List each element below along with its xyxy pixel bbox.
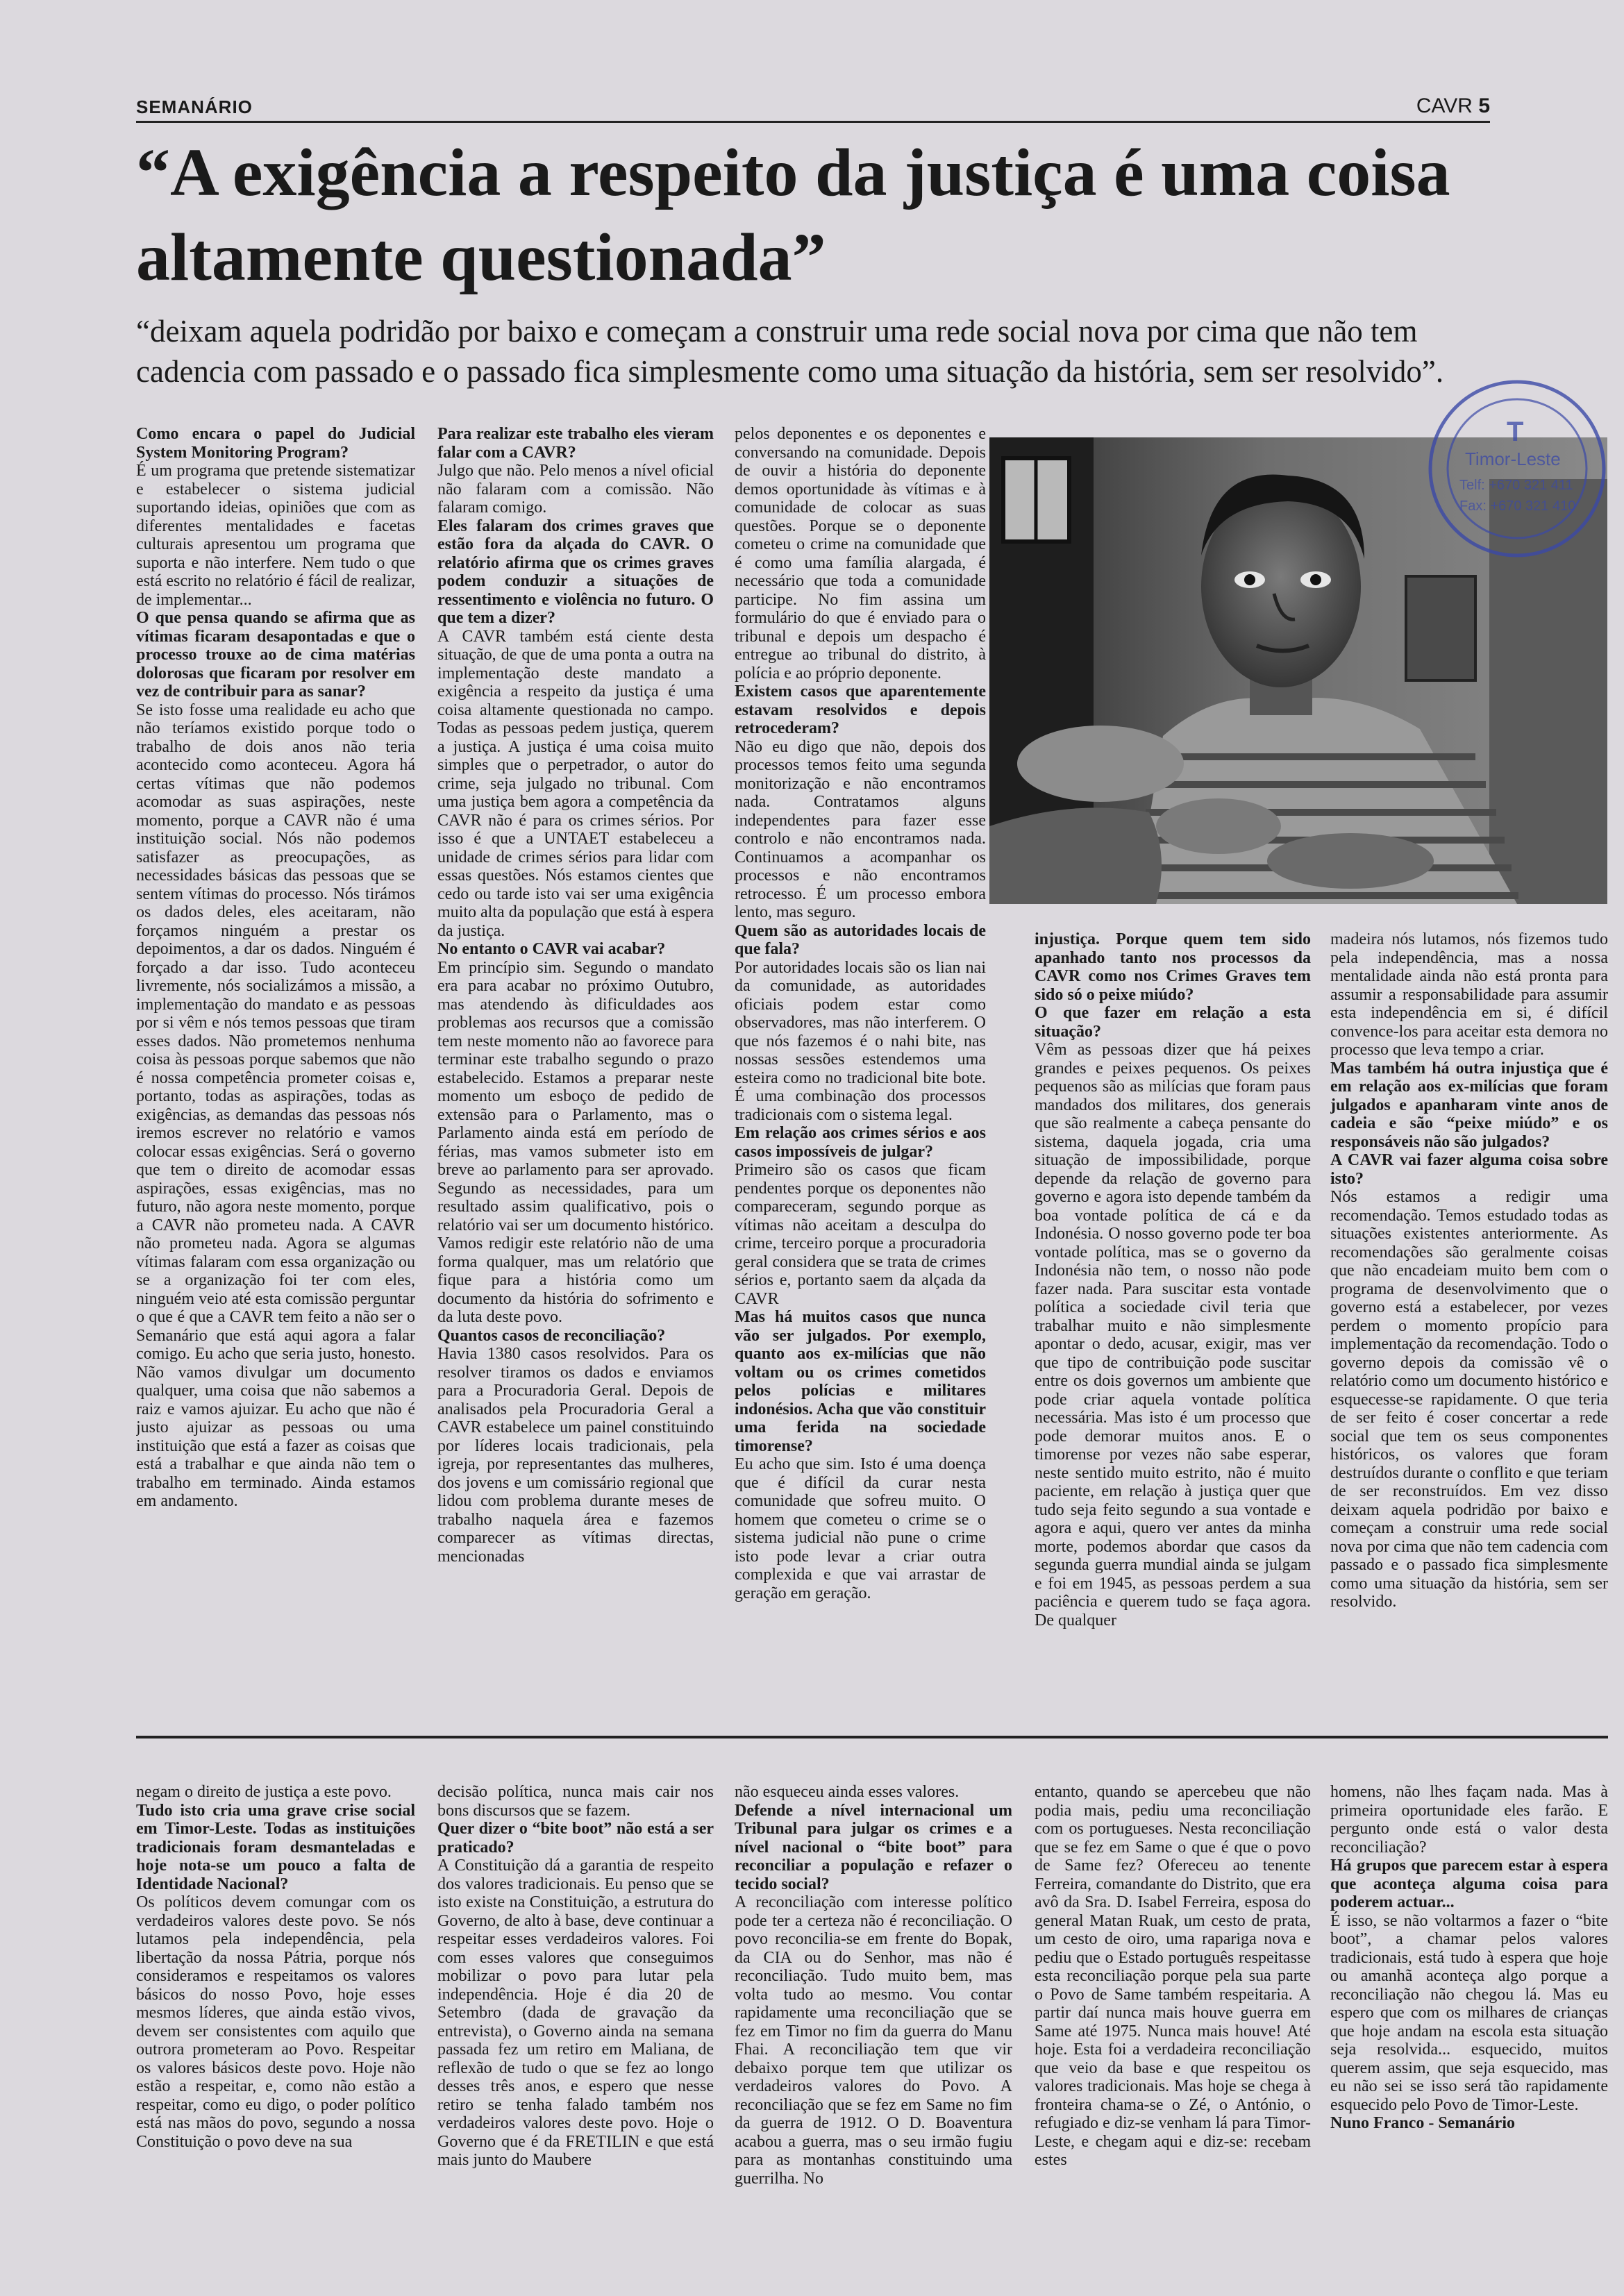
column-2 [437, 425, 714, 1716]
interview-question: Quem são as autoridades locais de que fala? [735, 921, 986, 958]
interview-question: Para realizar este trabalho eles vieram falar com a CAVR? [437, 425, 714, 462]
page-number: 5 [1478, 94, 1490, 117]
interview-answer: É isso, se não voltarmos a fazer o “bite boot”, a chamar pelos valores tradicionais, está tudo à espera que hoje ou amanhã aconteça algo porque a reconciliação não chegou lá. Mas eu espero que com os milhares de crianças que hoje andam na escola esta situação seja resolvida... esquecido, muitos querem assim, que seja esquecido, mas eu não sei se isso será tão rapidamente esquecido pelo Povo de Timor-Leste. [1330, 1911, 1608, 2114]
stamp-image [1423, 375, 1611, 562]
interview-question: Eles falaram dos crimes graves que estão fora da alçada do CAVR. O relatório afirma que os crimes graves podem conduzir a situações de ressentimento e violência no futuro. O que tem a dizer? [437, 517, 714, 627]
section-divider [136, 1736, 1608, 1738]
interview-answer: A CAVR também está ciente desta situação, de que de uma ponta a outra na implementação deste mandato a exigência a respeito da justiça é uma coisa altamente questionada no campo. Todas as pessoas pedem justiça, querem a justiça. A justiça é uma coisa muito simples que o perpetrador, o autor do crime, seja julgado no tribunal. Com uma justiça bem agora a competência da CAVR não é para os crimes sérios. Por isso é que a UNTAET estabeleceu a unidade de crimes sérios para lidar com essas questões. Nós estamos cientes que cedo ou tarde isto vai ser uma exigência muito alta da população que está à espera da justiça. [437, 627, 714, 940]
interview-answer: Julgo que não. Pelo menos a nível oficial não falaram com a comissão. Não falaram comigo. [437, 462, 714, 517]
interview-question: Existem casos que aparentemente estavam resolvidos e depois retrocederam? [735, 682, 986, 737]
interview-question: Quantos casos de reconciliação? [437, 1326, 666, 1345]
svg-text:T: T [1507, 417, 1524, 447]
interview-answer: Em princípio sim. Segundo o mandato era para acabar no próximo Outubro, mas atendendo às dificuldades aos problemas aos recursos que a comissão tem neste momento não ao favorece para terminar este trabalho segundo o prazo estabelecido. Estamos a preparar neste momento um esboço de pedido de extensão para o Parlamento, mas o Parlamento ainda está em período de férias, mas vamos submeter isto em breve ao parlamento para ser aprovado. Segundo as necessidades, para um resultado assim qualificativo, pois o relatório vai ser um documento histórico. Vamos redigir este relatório não de uma forma qualquer, mas um relatório que fique para a história como um documento da história do sofrimento e da luta deste povo. [437, 958, 714, 1326]
interview-question: O que fazer em relação a esta situação? [1035, 1004, 1311, 1041]
interview-answer: pelos deponentes e os deponentes e conversando na comunidade. Depois de ouvir a história do deponente demos oportunidade às vítimas e à comunidade de colocar as suas questões. Porque se o deponente cometeu o crime na comunidade que é como uma família alargada, é necessário que toda a comunidade participe. No fim assina um formulário do que é enviado para o tribunal e depois um despacho é entregue ao tribunal do distrito, à polícia e ao próprio deponente. [735, 425, 986, 682]
interview-answer: negam o direito de justiça a este povo. [136, 1783, 392, 1801]
interview-question: Há grupos que parecem estar à espera que aconteça alguma coisa para poderem actuar... [1330, 1857, 1608, 1911]
interview-question: Mas também há outra injustiça que é em relação aos ex-milícias que foram julgados e apanharam vinte anos de cadeia e são “peixe miúdo” e os responsáveis não são julgados? [1330, 1059, 1608, 1151]
interview-answer: decisão política, nunca mais cair nos bons discursos que se fazem. [437, 1783, 714, 1820]
interview-question: A CAVR vai fazer alguma coisa sobre isto? [1330, 1151, 1608, 1188]
paper-name: SEMANÁRIO [136, 97, 253, 117]
headline: “A exigência a respeito da justiça é uma coisa altamente questionada” [136, 135, 1450, 295]
interview-answer: Os políticos devem comungar com os verdadeiros valores deste povo. Se nós lutamos pela independência, pela libertação da nossa Pátria, porque nós consideramos e respeitamos os valores básicos do nosso Povo, hoje esses mesmos líderes, que ainda estão vivos, devem ser consistentes com aquilo que outrora prometeram ao Povo. Respeitar os valores básicos deste povo. Hoje não estão a respeitar, e, como não estão a respeitar, como eu digo, o poder político está nas mãos do povo, segundo a nossa Constituição o povo deve na sua [136, 1893, 415, 2151]
interview-question: Em relação aos crimes sérios e aos casos impossíveis de julgar? [735, 1124, 986, 1161]
byline: Nuno Franco - Semanário [1330, 2114, 1515, 2132]
interview-answer: homens, não lhes façam nada. Mas à primeira oportunidade eles farão. E pergunto onde está o valor desta reconciliação? [1330, 1783, 1608, 1857]
interview-answer: Vêm as pessoas dizer que há peixes grandes e peixes pequenos. Os peixes pequenos são as milícias que foram paus mandados dos militares, dos generais que são realmente a cabeça pensante do sistema, daquela jogada, cria uma situação de impossibilidade, porque depende da relação de governo para governo e agora isto depende também da boa vontade política de cá e da Indonésia. O nosso governo pode ter boa vontade política, mas se o governo da Indonésia não tem, o nosso não pode fazer nada. Para suscitar esta vontade política a sociedade civil teria que trabalhar muito e não simplesmente apontar o dedo, acusar, exigir, mas ver que tipo de contribuição pode suscitar entre os dois governos um ambiente que pode criar aquela vontade política necessária. Mas isto é um processo que pode demorar muitos anos. E o timorense por vezes não sabe esperar, neste sentido muito estrito, não é muito paciente, em relação à justiça quer que tudo seja feito segundo a sua vontade e agora e aqui, quero ver antes da minha morte, podemos abordar que casos da segunda guerra mundial ainda se julgam e foi em 1945, as pessoas perdem a sua paciência e querem tudo se faça agora. De qualquer [1035, 1041, 1311, 1629]
interview-question: O que pensa quando se afirma que as vítimas ficaram desapontadas e que o processo trouxe ao de cima matérias dolorosas que ficaram por resolver em vez de contribuir para as sanar? [136, 609, 415, 701]
interview-answer: Primeiro são os casos que ficam pendentes porque os deponentes não compareceram, segundo porque as vítimas não aceitam a desculpa do crime, terceiro porque a procuradoria geral considera que se trata de crimes sérios e, portanto saem da alçada da CAVR [735, 1161, 986, 1308]
lower-column-4 [1035, 1783, 1311, 2206]
column-1 [136, 425, 415, 1716]
stamp-line-2: Telf: +670 321 411 [1459, 478, 1573, 493]
lower-column-5 [1330, 1783, 1608, 2206]
interview-answer: não esqueceu ainda esses valores. [735, 1783, 960, 1801]
interview-answer: Não eu digo que não, depois dos processos temos feito uma segunda monitorização e não encontramos nada. Contratamos alguns independentes para fazer esse controlo e não encontramos nada. Continuamos a acompanhar os processos e não encontramos retrocesso. É um processo embora lento, mas seguro. [735, 737, 986, 921]
stamp-line-3: Fax: +670 321 410 [1459, 498, 1576, 514]
interview-question: Defende a nível internacional um Tribunal para julgar os crimes e a nível nacional o “bite boot” para reconciliar a população e refazer o tecido social? [735, 1801, 1012, 1893]
masthead [136, 92, 1490, 123]
interview-answer: A Constituição dá a garantia de respeito dos valores tradicionais. Eu penso que se isto existe na Constituição, a estrutura do Governo, de alto à base, deve continuar a respeitar esses verdadeiros valores. Foi com esses valores que conseguimos mobilizar o povo para lutar pela independência. Hoje é dia 20 de Setembro (dada de gravação da entrevista), o Governo ainda na semana passada fez um retiro em Maliana, de reflexão de tudo o que se fez ao longo desses três anos, e espero que nesse retiro se tenha falado também nos verdadeiros valores deste povo. Hoje o Governo que é da FRETILIN e que está mais junto do Maubere [437, 1857, 714, 2169]
lower-column-1 [136, 1783, 415, 2206]
column-5 [1330, 930, 1608, 1718]
lower-column-3 [735, 1783, 1012, 2206]
interview-answer: É um programa que pretende sistematizar e estabelecer o sistema judicial suportando ideias, opiniões que com as diferentes mentalidades e facetas culturais apresentou um programa que suporta e não interfere. Nem tudo o que está escrito no relatório é fácil de realizar, de implementar... [136, 462, 415, 609]
interview-answer: Eu acho que sim. Isto é uma doença que é difícil da curar nesta comunidade que sofreu muito. O homem que cometeu o crime se o sistema judicial não pune o crime isto pode levar a criar outra complexida e que vai arrastar de geração em geração. [735, 1455, 986, 1602]
interview-answer: Se isto fosse uma realidade eu acho que não teríamos existido porque todo o trabalho de dois anos não teria acontecido como aconteceu. Agora há certas vítimas que não podemos acomodar as suas aspirações, neste momento, porque a CAVR não é uma instituição social. Nós não podemos satisfazer as preocupações, as necessidades básicas das pessoas que se sentem vítimas do processo. Nós tirámos os dados deles, eles aceitaram, não forçamos ninguém a prestar os depoimentos, a dar os dados. Ninguém é forçado a dar isso. Tudo aconteceu livremente, nós socializámos a missão, a implementação do mandato e as pessoas por si vêm e nós temos pessoas que tiram esses dados. Não prometemos nenhuma coisa às pessoas porque sabemos que não é nossa competência prometer coisas e, portanto, todas as aspirações, todas as exigências, as demandas das pessoas nós iremos escrever no relatório e vamos colocar essas exigências. Será o governo que tem o direito de acomodar essas aspirações, essas exigências, mas no futuro, não agora neste momento, porque a CAVR não prometeu nada. A CAVR não prometeu nada. Agora se algumas vítimas falaram com essa organização ou se a organização foi ter com eles, ninguém veio até esta comissão perguntar o que é que a CAVR tem feito a não ser o Semanário que está aqui agora a falar comigo. Eu acho que seria justo, honesto. Não vamos divulgar um documento qualquer, uma coisa que não sabemos a raiz e vamos ajuizar. Eu acho que não é justo ajuizar as pessoas ou uma instituição que está a fazer as coisas que está a trabalhar e que ainda não tem o trabalho em terminado. Ainda estamos em andamento. [136, 701, 415, 1510]
interview-answer: Havia 1380 casos resolvidos. Para os resolver tiramos os dados e enviamos para a Procuradoria Geral. Depois de analisados pela Procuradoria Geral a CAVR estabelece um painel constituindo por líderes locais tradicionais, pela igreja, por representantes das mulheres, dos jovens e um comissário regional que lidou com problema durante meses de trabalho naquela área e fazemos comparecer as vítimas directas, mencionadas [437, 1345, 714, 1566]
section-name: CAVR [1416, 94, 1473, 117]
interview-question: Mas há muitos casos que nunca vão ser julgados. Por exemplo, quanto aos ex-milícias que não voltam ou os crimes cometidos pelos polícias e militares indonésios. Acha que vão constituir uma ferida na sociedade timorense? [735, 1308, 986, 1455]
lower-column-2 [437, 1783, 714, 2206]
interview-answer: Nós estamos a redigir uma recomendação. Temos estudado todas as situações existentes anteriormente. As recomendações são geralmente coisas que não encadeiam muito bem com o programa de desenvolvimento que o governo está a estabelecer, por vezes perdem o momento propício para implementação da recomendação. Todo o governo depois da comissão vê o relatório como um documento histórico e esquecesse-se rapidamente. O que teria de ser feito é coser concertar a rede social que tem os seus componentes históricos, os valores que foram destruídos durante o conflito e que teriam de ser reconstruídos. Em vez disso deixam aquela podridão por baixo e começam a construir uma rede social nova por cima que não tem cadencia com passado e o passado fica simplesmente como uma situação da história, sem ser resolvido. [1330, 1188, 1608, 1611]
interview-question: Quer dizer o “bite boot” não está a ser praticado? [437, 1820, 714, 1857]
stamp-line-1: Timor-Leste [1465, 449, 1561, 469]
interview-answer: Por autoridades locais são os lian nai da comunidade, as autoridades oficiais podem estar como observadores, mas não interferem. O que nós fazemos é o nahi bite, nas nossas sessões estendemos uma esteira como no tradicional bite bote. É uma combinação dos processos tradicionais com o sistema legal. [735, 958, 986, 1124]
interview-question: injustiça. Porque quem tem sido apanhado tanto nos processos da CAVR como nos Crimes Graves tem sido só o peixe miúdo? [1035, 930, 1311, 1004]
column-3 [735, 425, 986, 1716]
cavr-stamp [1423, 375, 1611, 562]
column-4 [1035, 930, 1311, 1718]
interview-answer: entanto, quando se apercebeu que não podia mais, pediu uma reconciliação com os portugueses. Nesta reconciliação que se fez em Same o que é que o povo de Same fez? Ofereceu ao tenente Ferreira, comandante do Distrito, que era avô da Sra. D. Isabel Ferreira, esposa do general Matan Ruak, um cesto de prata, um cesto de oiro, uma rapariga nova e pediu que o Estado português respeitasse esta reconciliação porque pela sua parte o Povo de Same também respeitaria. A partir daí nunca mais houve guerra em Same até 1975. Nunca mais houve! Até hoje. Esta foi a verdadeira reconciliação que veio da base e que respeitou os valores tradicionais. Mas hoje se chega à fronteira chama-se o Zé, o António, o refugiado e diz-se venham lá para Timor-Leste, e chegam aqui e diz-se: recebam estes [1035, 1783, 1311, 2169]
interview-answer: A reconciliação com interesse político pode ter a certeza não é reconciliação. O povo reconcilia-se em frente do Bopak, da CIA ou do Senhor, mas não é reconciliação. Tudo muito bem, mas volta tudo ao mesmo. Vou contar rapidamente uma reconciliação que se fez em Timor no fim da guerra do Manu Fhai. A reconciliação tem que vir debaixo porque tem que utilizar os verdadeiros valores do Povo. A reconciliação que se fez em Same no fim da guerra de 1912. O D. Boaventura acabou a guerra, mas o seu irmão fugiu para as montanhas constituindo uma guerrilha. No [735, 1893, 1012, 2188]
interview-question: Como encara o papel do Judicial System Monitoring Program? [136, 425, 415, 462]
section-label [1416, 94, 1490, 118]
interview-answer: madeira nós lutamos, nós fizemos tudo pela independência, mas a nossa mentalidade ainda não está pronta para assumir a responsabilidade para assumir esta independência em si, é difícil convence-los para aceitar esta demora no processo que leva tempo a criar. [1330, 930, 1608, 1059]
interview-question: Tudo isto cria uma grave crise social em Timor-Leste. Todas as instituições tradicionais foram desmanteladas e hoje nota-se um pouco a falta de Identidade Nacional? [136, 1801, 415, 1893]
interview-question: No entanto o CAVR vai acabar? [437, 940, 666, 958]
standfirst: “deixam aquela podridão por baixo e começam a construir uma rede social nova por cima que não tem cadencia com passado e o passado fica simplesmente como uma situação da história, sem ser resolvido”. [136, 314, 1444, 389]
